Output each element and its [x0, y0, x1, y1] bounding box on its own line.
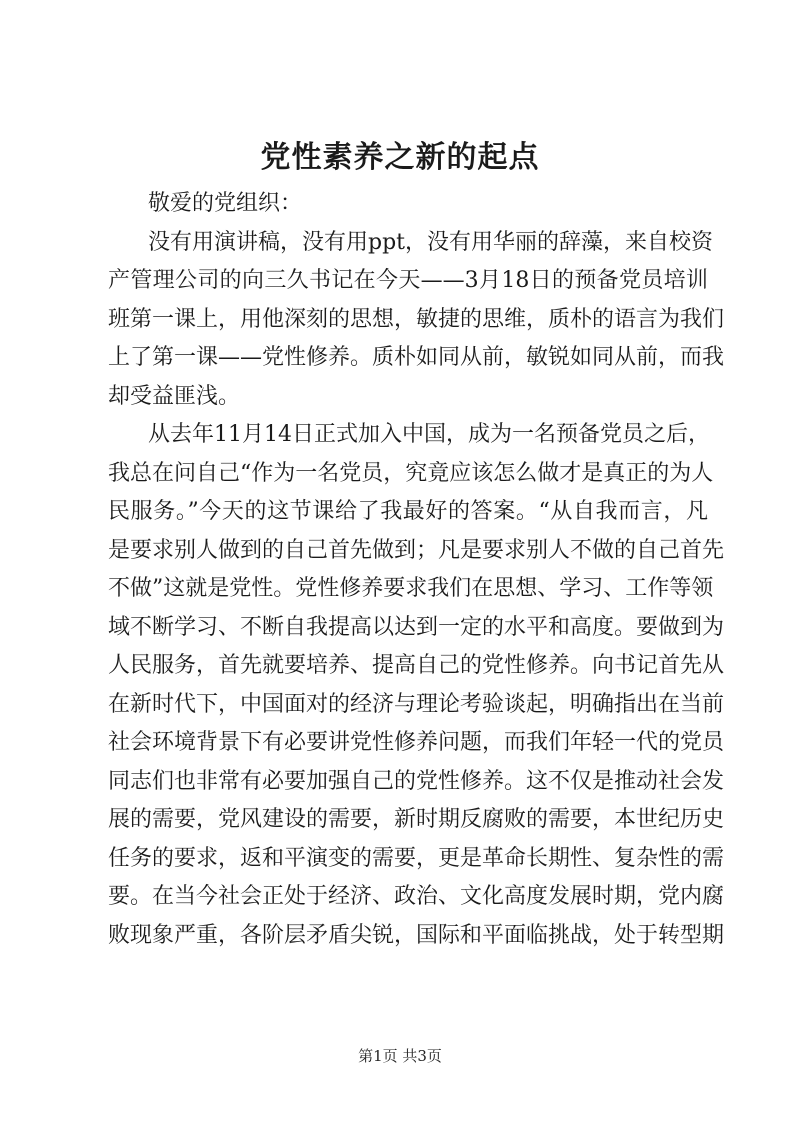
document-body	[108, 185, 725, 955]
body-line: 在新时代下，中国面对的经济与理论考验谈起，明确指出在当前	[108, 691, 725, 717]
body-line: 民服务。”今天的这节课给了我最好的答案。“从自我而言，凡	[108, 499, 708, 524]
body-line: 我总在问自己“作为一名党员，究竟应该怎么做才是真正的为人	[108, 460, 714, 486]
body-line: 不做”这就是党性。党性修养要求我们在思想、学习、工作等领	[108, 576, 714, 601]
body-line: 班第一课上，用他深刻的思想，敏捷的思维，质朴的语言为我们	[108, 306, 725, 332]
body-line: 败现象严重，各阶层矛盾尖锐，国际和平面临挑战，处于转型期	[108, 922, 725, 948]
body-line: 上了第一课——党性修养。质朴如同从前，敏锐如同从前，而我	[108, 345, 725, 370]
body-line: 展的需要，党风建设的需要，新时期反腐败的需要，本世纪历史	[108, 807, 725, 832]
body-line: 产管理公司的向三久书记在今天——3月18日的预备党员培训	[108, 268, 708, 293]
body-line: 却受益匪浅。	[108, 383, 241, 409]
body-line: 要。在当今社会正处于经济、政治、文化高度发展时期，党内腐	[108, 884, 725, 909]
body-line: 没有用演讲稿，没有用ppt，没有用华丽的辞藻，来自校资	[148, 229, 714, 255]
body-line: 域不断学习、不断自我提高以达到一定的水平和高度。要做到为	[108, 614, 725, 640]
body-line: 人民服务，首先就要培养、提高自己的党性修养。向书记首先从	[108, 653, 725, 678]
body-line: 是要求别人做到的自己首先做到；凡是要求别人不做的自己首先	[108, 537, 725, 563]
body-line: 从去年11月14日正式加入中国，成为一名预备党员之后，	[148, 422, 710, 447]
body-line: 社会环境背景下有必要讲党性修养问题，而我们年轻一代的党员	[108, 730, 725, 755]
body-line: 同志们也非常有必要加强自己的党性修养。这不仅是推动社会发	[108, 768, 725, 794]
document-title: 党性素养之新的起点	[260, 140, 540, 175]
body-line: 敬爱的党组织：	[148, 191, 303, 216]
page-footer: 第1页 共3页	[358, 1047, 442, 1065]
body-line: 任务的要求，返和平演变的需要，更是革命长期性、复杂性的需	[108, 845, 725, 871]
